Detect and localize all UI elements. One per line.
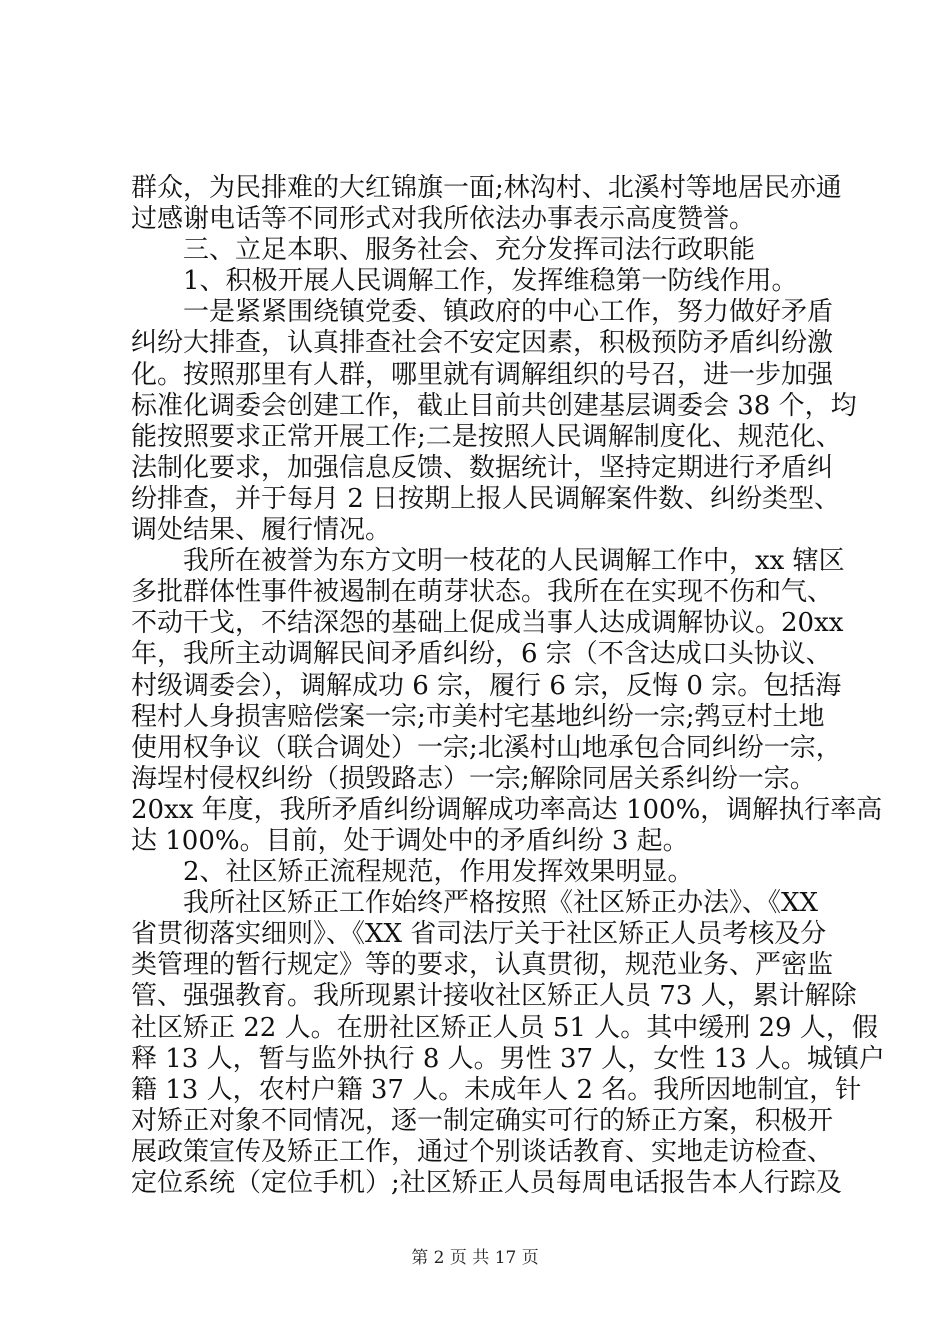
text-line: 展政策宣传及矫正工作，通过个别谈话教育、实地走访检查、 [131, 1136, 834, 1167]
text-line: 纠纷大排查，认真排查社会不安定因素，积极预防矛盾纠纷激 [131, 328, 834, 359]
text-line: 法制化要求，加强信息反馈、数据统计，坚持定期进行矛盾纠 [131, 452, 834, 483]
text-line: 达 100%。目前，处于调处中的矛盾纠纷 3 起。 [131, 825, 689, 856]
text-line: 化。按照那里有人群，哪里就有调解组织的号召，进一步加强 [131, 359, 834, 390]
text-line: 省贯彻落实细则》、《XX 省司法厅关于社区矫正人员考核及分 [131, 919, 827, 950]
text-line: 村级调委会），调解成功 6 宗，履行 6 宗，反悔 0 宗。包括海 [131, 670, 842, 701]
text-line: 一是紧紧围绕镇党委、镇政府的中心工作，努力做好矛盾 [131, 297, 834, 328]
text-line: 海埕村侵权纠纷（损毁路志）一宗;解除同居关系纠纷一宗。 [131, 763, 816, 794]
text-line: 管、强强教育。我所现累计接收社区矫正人员 73 人，累计解除 [131, 981, 857, 1012]
text-line: 标准化调委会创建工作，截止目前共创建基层调委会 38 个，均 [131, 390, 857, 421]
text-line: 调处结果、履行情况。 [131, 515, 392, 546]
page-number-footer: 第 2 页 共 17 页 [411, 1248, 539, 1268]
text-line: 定位系统（定位手机）;社区矫正人员每周电话报告本人行踪及 [131, 1168, 842, 1198]
document-body [131, 173, 885, 1199]
text-line: 使用权争议（联合调处）一宗;北溪村山地承包合同纠纷一宗， [131, 732, 842, 763]
text-line: 过感谢电话等不同形式对我所依法办事表示高度赞誉。 [131, 204, 756, 235]
text-line: 类管理的暂行规定》等的要求，认真贯彻，规范业务、严密监 [131, 950, 834, 981]
subsection-heading: 1、积极开展人民调解工作，发挥维稳第一防线作用。 [131, 266, 798, 297]
text-line: 多批群体性事件被遏制在萌芽状态。我所在在实现不伤和气、 [131, 577, 834, 608]
text-line: 释 13 人，暂与监外执行 8 人。男性 37 人，女性 13 人。城镇户 [131, 1043, 885, 1074]
text-line: 纷排查，并于每月 2 日按期上报人民调解案件数、纠纷类型、 [131, 483, 841, 514]
section-heading: 三、立足本职、服务社会、充分发挥司法行政职能 [131, 235, 756, 266]
text-line: 年，我所主动调解民间矛盾纠纷，6 宗（不含达成口头协议、 [131, 639, 832, 670]
text-line: 群众，为民排难的大红锦旗一面;林沟村、北溪村等地居民亦通 [131, 173, 842, 203]
subsection-heading: 2、社区矫正流程规范，作用发挥效果明显。 [131, 857, 694, 888]
text-line: 社区矫正 22 人。在册社区矫正人员 51 人。其中缓刑 29 人，假 [131, 1012, 878, 1043]
text-line: 能按照要求正常开展工作;二是按照人民调解制度化、规范化、 [131, 421, 842, 452]
text-line: 不动干戈，不结深怨的基础上促成当事人达成调解协议。20xx [131, 608, 844, 639]
text-line: 20xx 年度，我所矛盾纠纷调解成功率高达 100%，调解执行率高 [131, 794, 883, 825]
text-line: 我所在被誉为东方文明一枝花的人民调解工作中，xx 辖区 [131, 546, 845, 577]
text-line: 我所社区矫正工作始终严格按照《社区矫正办法》、《XX [131, 888, 819, 919]
text-line: 籍 13 人，农村户籍 37 人。未成年人 2 名。我所因地制宜，针 [131, 1074, 862, 1105]
text-line: 程村人身损害赔偿案一宗;市美村宅基地纠纷一宗;鹁豆村土地 [131, 701, 825, 732]
text-line: 对矫正对象不同情况，逐一制定确实可行的矫正方案，积极开 [131, 1105, 834, 1136]
